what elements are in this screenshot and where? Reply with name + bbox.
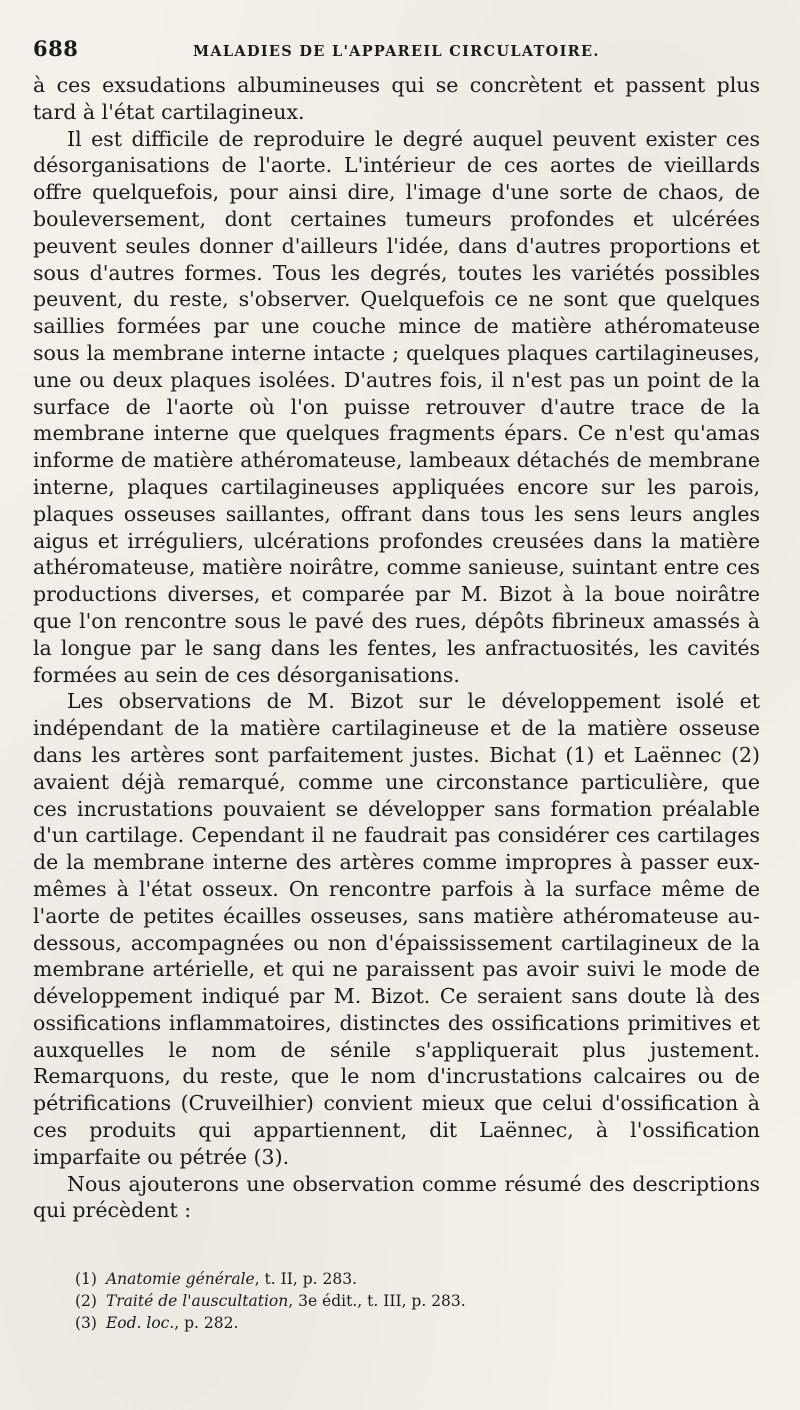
- running-title: MALADIES DE L'APPAREIL CIRCULATOIRE.: [193, 43, 600, 60]
- paragraph-continuation: à ces exsudations albumineuses qui se concrètent et passent plus tard à l'état cartilagineux.: [33, 73, 760, 124]
- page-header: [33, 36, 760, 66]
- footnote-number: (3): [75, 1314, 97, 1333]
- footnote-reference: , t. II, p. 283.: [254, 1270, 358, 1289]
- paragraph-resume: Nous ajouterons une observation comme résumé des descriptions qui précèdent :: [33, 1171, 760, 1223]
- footnote-3: [75, 1312, 760, 1334]
- paragraph-observations-bizot: Les observations de M. Bizot sur le développement isolé et indépendant de la matière cartilagineuse et de la matière osseuse dans les artères sont parfaitement justes. Bichat (1) et Laënnec (2) avaient déjà remarqué, comme une circonstance particulière, que ces incrustations pouvaient se développer sans formation préalable d'un cartilage. Cependant il ne faudrait pas considérer ces cartilages de la membrane interne des artères comme impropres à passer eux-mêmes à l'état osseux. On rencontre parfois à la surface même de l'aorte de petites écailles osseuses, sans matière athéromateuse au-dessous, accompagnées ou non d'épaississement cartilagineux de la membrane artérielle, et qui ne paraissent pas avoir suivi le mode de développement indiqué par M. Bizot. Ce seraient sans doute là des ossifications inflammatoires, distinctes des ossifications primitives et auxquelles le nom de sénile s'appliquerait plus justement. Remarquons, du reste, que le nom d'incrustations calcaires ou de pétrifications (Cruveilhier) convient mieux que celui d'ossification à ces produits qui appartiennent, dit Laënnec, à l'ossification imparfaite ou pétrée (3).: [33, 689, 760, 1169]
- footnotes: [33, 1268, 760, 1334]
- footnote-reference: , p. 282.: [174, 1314, 239, 1333]
- footnote-reference: , 3e édit., t. III, p. 283.: [288, 1292, 466, 1311]
- footnote-number: (2): [75, 1292, 97, 1311]
- footnote-1: [75, 1268, 760, 1290]
- body-text: [33, 72, 760, 1224]
- paragraph-desorganisations: Il est difficile de reproduire le degré auquel peuvent exister ces désorganisations de l'aorte. L'intérieur de ces aortes de vieillards offre quelquefois, pour ainsi dire, l'image d'une sorte de chaos, de bouleversement, dont certaines tumeurs profondes et ulcérées peuvent seules donner d'ailleurs l'idée, dans d'autres proportions et sous d'autres formes. Tous les degrés, toutes les variétés possibles peuvent, du reste, s'observer. Quelquefois ce ne sont que quelques saillies formées par une couche mince de matière athéromateuse sous la membrane interne intacte ; quelques plaques cartilagineuses, une ou deux plaques isolées. D'autres fois, il n'est pas un point de la surface de l'aorte où l'on puisse retrouver d'autre trace de la membrane interne que quelques fragments épars. Ce n'est qu'amas informe de matière athéromateuse, lambeaux détachés de membrane interne, plaques cartilagineuses appliquées encore sur les parois, plaques osseuses saillantes, offrant dans tous les sens leurs angles aigus et irréguliers, ulcérations profondes creusées dans la matière athéromateuse, matière noirâtre, comme sanieuse, suintant entre ces productions diverses, et comparée par M. Bizot à la boue noirâtre que l'on rencontre sous le pavé des rues, dépôts fibrineux amassés à la longue par le sang dans les fentes, les anfractuosités, les cavités formées au sein de ces désorganisations.: [33, 126, 760, 687]
- footnote-number: (1): [75, 1270, 97, 1289]
- footnote-title: Traité de l'auscultation: [105, 1292, 289, 1311]
- footnote-2: [75, 1290, 760, 1312]
- footnote-title: Anatomie générale: [105, 1270, 255, 1289]
- footnote-title: Eod. loc.: [105, 1314, 175, 1333]
- page-number: 688: [33, 36, 79, 61]
